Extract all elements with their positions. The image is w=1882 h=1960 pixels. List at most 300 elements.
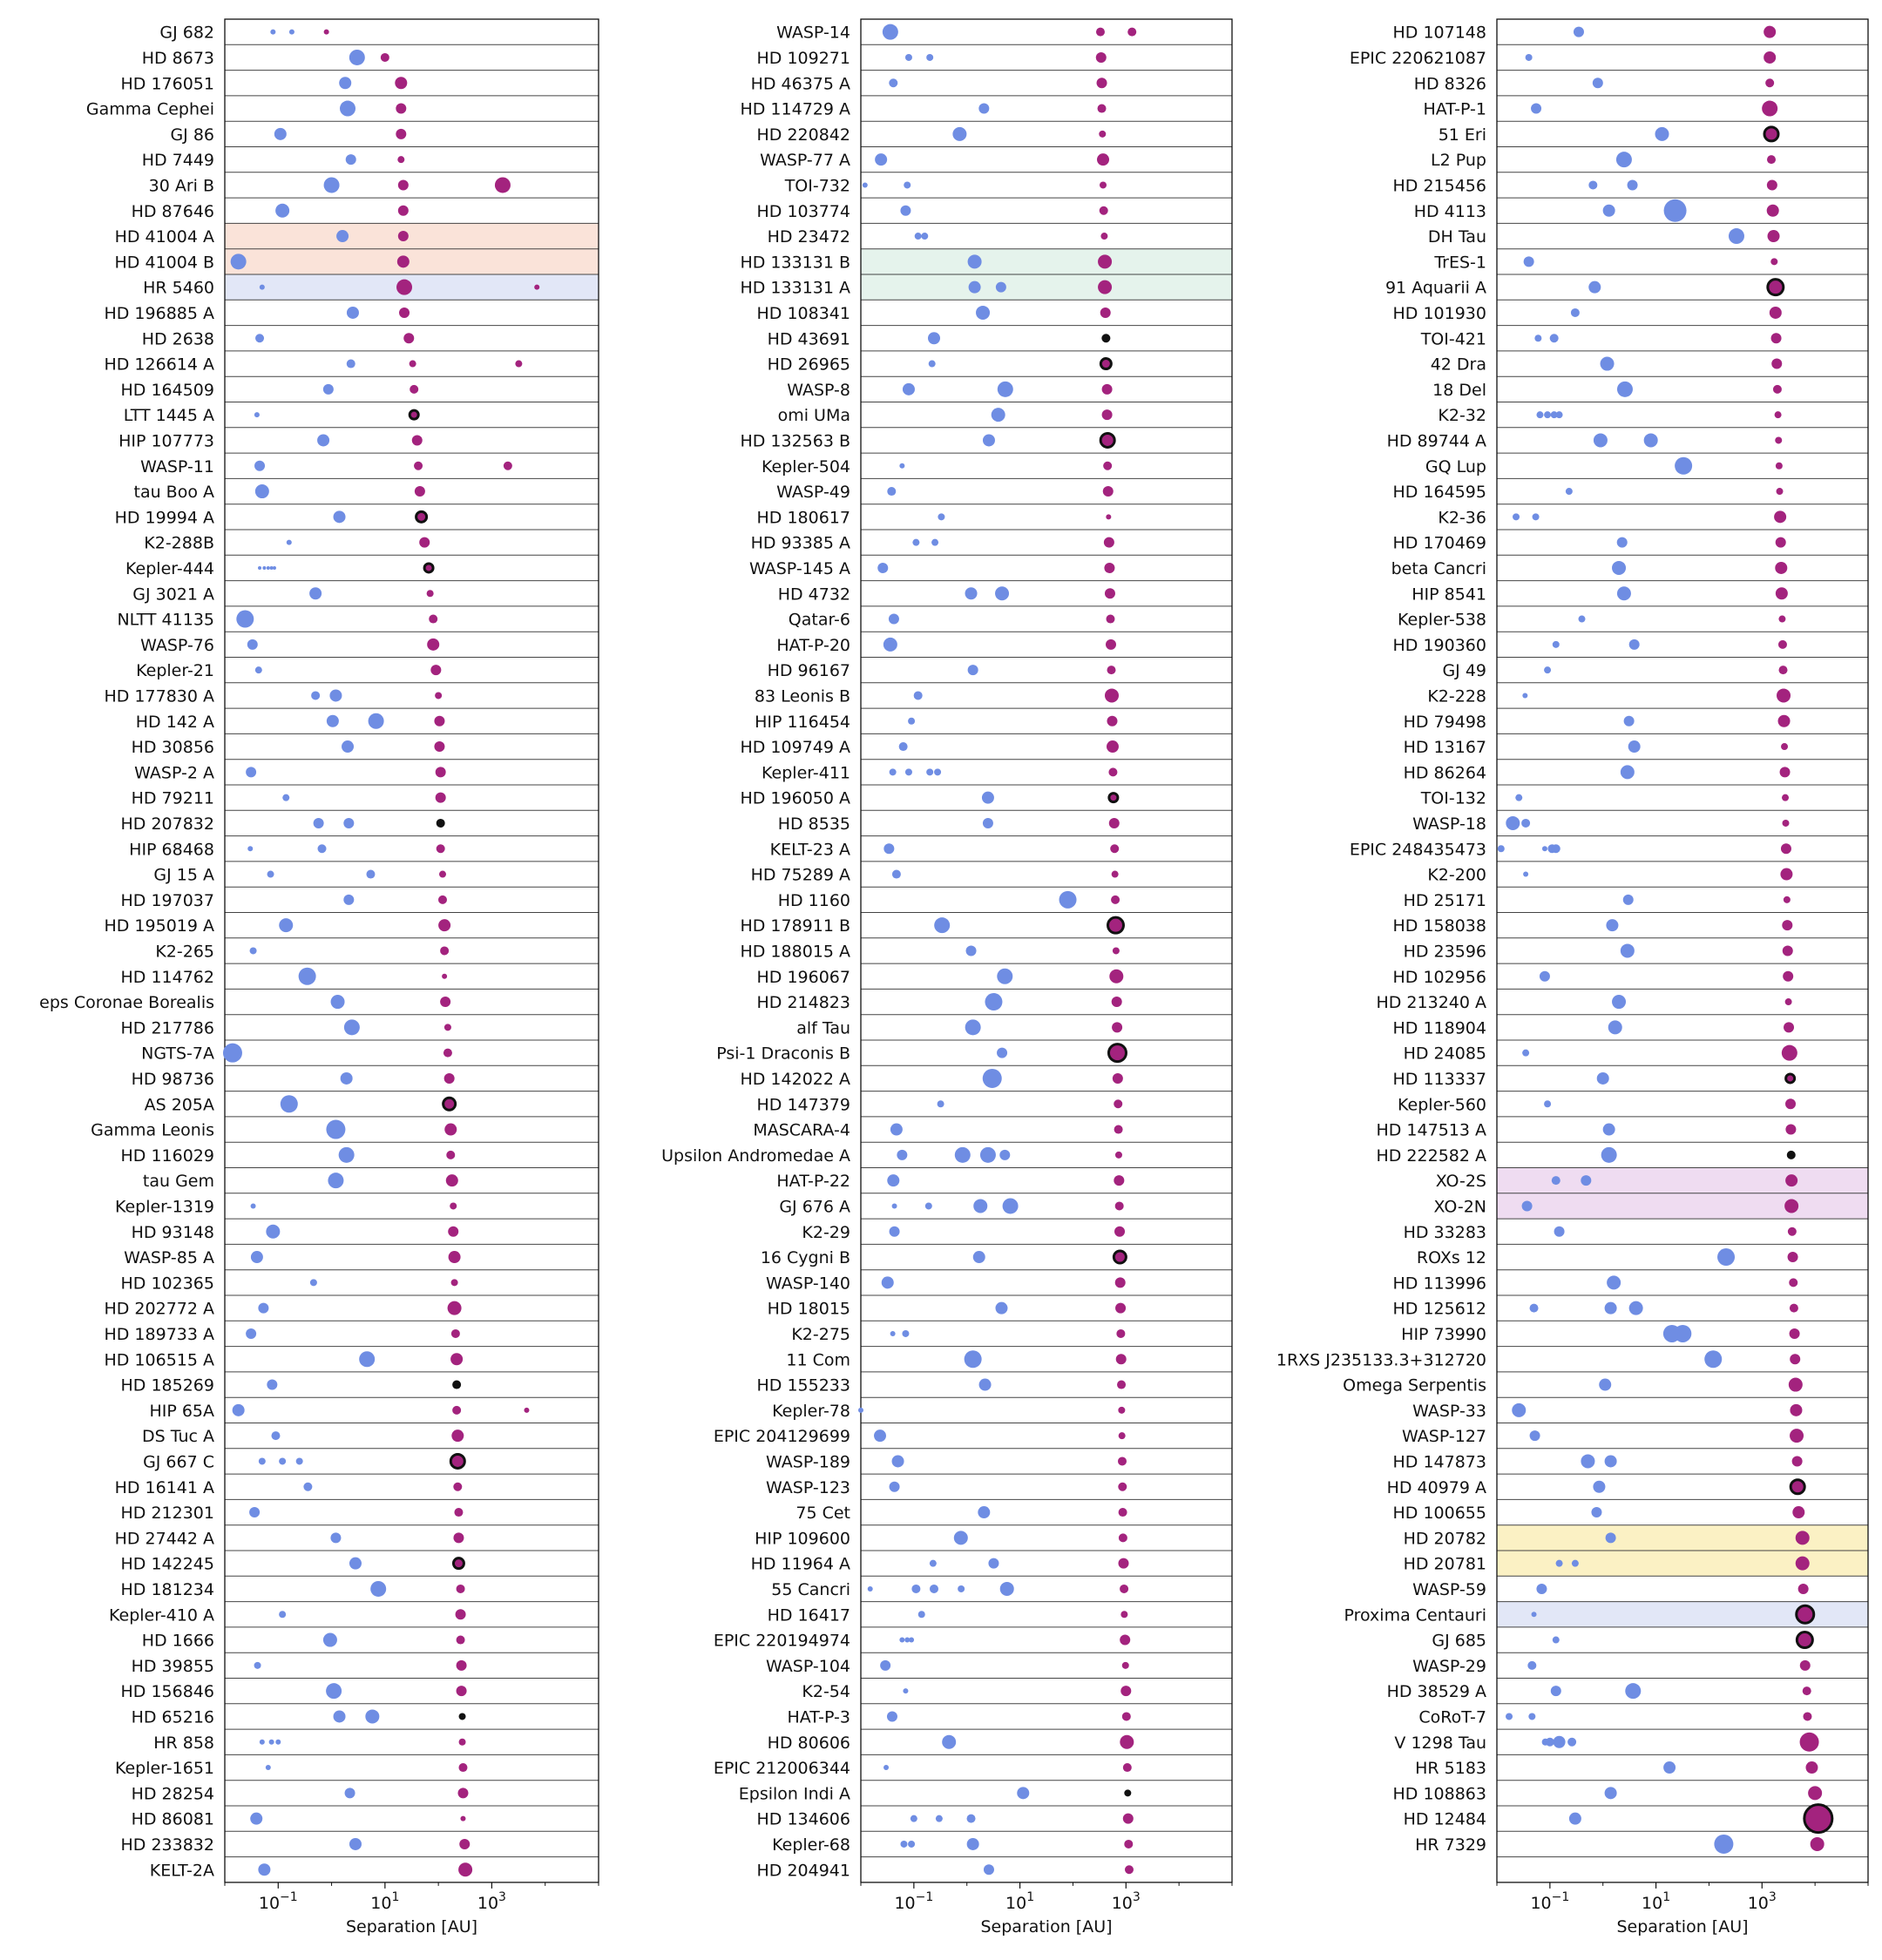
x-tick-base: 10 xyxy=(370,1893,392,1913)
system-label: KELT-2A xyxy=(149,1861,214,1881)
host-star-marker xyxy=(398,179,409,190)
system-label: HD 142022 A xyxy=(740,1069,850,1089)
planet-marker xyxy=(343,818,354,828)
host-star-marker xyxy=(459,1739,466,1746)
host-star-marker xyxy=(1124,1789,1131,1796)
host-star-marker xyxy=(495,177,511,193)
system-label: NGTS-7A xyxy=(141,1044,214,1064)
planet-marker xyxy=(890,768,897,775)
planet-marker xyxy=(328,1173,343,1188)
system-label: WASP-49 xyxy=(776,483,850,503)
system-label: HIP 109600 xyxy=(755,1529,850,1549)
system-label: TrES-1 xyxy=(1434,253,1486,273)
system-label: HD 103774 xyxy=(756,201,850,221)
planet-marker xyxy=(273,566,276,570)
x-tick-exponent: 1 xyxy=(391,1889,400,1904)
x-tick-label xyxy=(370,1890,399,1913)
host-star-marker xyxy=(412,435,423,445)
system-label: HD 41004 A xyxy=(114,227,214,247)
planet-marker xyxy=(892,1203,897,1208)
planet-marker xyxy=(1628,179,1638,190)
planet-marker xyxy=(314,818,324,828)
planet-marker xyxy=(258,566,261,570)
system-label: HD 101930 xyxy=(1392,303,1486,323)
planet-marker xyxy=(359,1351,375,1367)
host-star-marker xyxy=(1789,1278,1797,1287)
planet-marker xyxy=(259,1457,266,1464)
host-star-marker xyxy=(1120,1585,1128,1593)
host-star-marker xyxy=(1123,1763,1132,1772)
host-star-marker xyxy=(1113,1073,1123,1084)
system-label: V 1298 Tau xyxy=(1394,1733,1486,1753)
host-star-marker xyxy=(1764,127,1778,141)
system-label: L2 Pup xyxy=(1431,151,1486,171)
host-star-marker xyxy=(1776,537,1786,548)
planet-marker xyxy=(1593,1481,1605,1493)
planet-marker xyxy=(954,1531,968,1544)
host-star-marker xyxy=(1100,233,1107,240)
system-label: HD 207832 xyxy=(120,814,214,834)
planet-marker xyxy=(985,993,1002,1010)
planet-marker xyxy=(938,513,944,520)
system-label: Kepler-444 xyxy=(125,558,214,578)
planet-marker xyxy=(324,177,340,193)
planet-marker xyxy=(1624,716,1635,727)
planet-marker xyxy=(1608,1020,1622,1034)
system-label: WASP-2 A xyxy=(134,763,214,783)
host-star-marker xyxy=(1765,78,1774,87)
system-label: HD 23472 xyxy=(767,227,850,247)
host-star-marker xyxy=(1776,587,1788,599)
planet-marker xyxy=(349,50,365,65)
host-star-marker xyxy=(1788,1227,1797,1236)
host-star-marker xyxy=(1110,844,1119,853)
host-star-marker xyxy=(1770,307,1782,319)
system-label: K2-265 xyxy=(155,942,214,962)
planet-marker xyxy=(931,539,938,546)
system-label: 83 Leonis B xyxy=(754,686,850,706)
host-star-marker xyxy=(1782,794,1789,801)
planet-marker xyxy=(299,968,316,985)
system-label: HD 102956 xyxy=(1392,967,1486,987)
system-label: beta Cancri xyxy=(1391,558,1486,578)
system-label: TOI-732 xyxy=(784,176,850,196)
system-label: WASP-140 xyxy=(766,1274,850,1294)
planet-marker xyxy=(1617,537,1628,548)
planet-marker xyxy=(1530,1304,1539,1313)
host-star-marker xyxy=(1109,970,1123,983)
planet-marker xyxy=(973,1251,985,1263)
planet-marker xyxy=(317,434,329,446)
system-label: HD 158038 xyxy=(1392,916,1486,936)
planet-marker xyxy=(342,740,354,753)
host-star-marker xyxy=(1115,1152,1122,1159)
planet-marker xyxy=(929,361,936,368)
planet-marker xyxy=(938,1100,944,1107)
host-star-marker xyxy=(440,997,450,1007)
planet-marker xyxy=(909,1638,914,1643)
system-label: HD 100655 xyxy=(1392,1504,1486,1524)
highlight-band xyxy=(861,249,1232,274)
planet-marker xyxy=(1506,1713,1513,1720)
system-label: HD 75289 A xyxy=(750,865,850,885)
x-tick-exponent: 3 xyxy=(498,1889,506,1904)
planet-marker xyxy=(918,1611,925,1618)
planet-marker xyxy=(905,54,912,61)
planet-marker xyxy=(1714,1835,1733,1854)
planet-marker xyxy=(279,918,293,932)
host-star-marker xyxy=(397,255,410,267)
host-star-marker xyxy=(435,692,442,699)
host-star-marker xyxy=(1789,1378,1803,1392)
planet-marker xyxy=(370,1581,386,1597)
host-star-marker xyxy=(1804,1805,1832,1833)
system-label: WASP-189 xyxy=(766,1452,850,1472)
planet-marker xyxy=(1534,335,1541,341)
system-label: HD 188015 A xyxy=(740,942,850,962)
system-label: K2-36 xyxy=(1438,508,1486,528)
host-star-marker xyxy=(459,1713,466,1720)
planet-marker xyxy=(930,1560,937,1567)
host-star-marker xyxy=(1782,920,1792,930)
host-star-marker xyxy=(1778,640,1787,649)
planet-marker xyxy=(1599,1379,1611,1391)
host-star-marker xyxy=(1767,205,1779,217)
host-star-marker xyxy=(456,1609,466,1619)
planet-marker xyxy=(1578,616,1585,623)
planet-marker xyxy=(1526,54,1533,61)
planet-marker xyxy=(326,1120,345,1139)
system-label: HD 33283 xyxy=(1403,1222,1486,1242)
host-star-marker xyxy=(444,1024,451,1031)
planet-marker xyxy=(1581,1175,1591,1186)
planet-marker xyxy=(255,484,269,498)
x-tick-exponent: 1 xyxy=(1662,1889,1671,1904)
system-label: HD 8535 xyxy=(777,814,850,834)
host-star-marker xyxy=(1108,1044,1126,1062)
system-label: EPIC 248435473 xyxy=(1349,840,1486,860)
system-label: HD 180617 xyxy=(756,508,850,528)
system-label: WASP-77 A xyxy=(760,151,850,171)
system-label: Kepler-410 A xyxy=(109,1605,214,1625)
system-label: EPIC 204129699 xyxy=(713,1427,850,1447)
system-label: Kepler-411 xyxy=(762,763,850,783)
host-star-marker xyxy=(1798,1584,1809,1594)
system-label: HD 40979 A xyxy=(1386,1477,1486,1497)
host-star-marker xyxy=(1113,947,1120,954)
planet-marker xyxy=(1628,740,1641,753)
planet-marker xyxy=(269,1740,274,1745)
planet-marker xyxy=(988,1558,999,1569)
host-star-marker xyxy=(453,1483,462,1491)
host-star-marker xyxy=(1114,1251,1126,1263)
panel-3 xyxy=(1276,19,1868,1936)
planet-marker xyxy=(968,254,982,268)
host-star-marker xyxy=(1790,1429,1804,1443)
system-label: HD 215456 xyxy=(1392,176,1486,196)
system-label: HD 20782 xyxy=(1403,1529,1486,1549)
planet-marker xyxy=(1605,1787,1617,1799)
planet-marker xyxy=(334,510,346,523)
planet-marker xyxy=(1612,561,1626,575)
planet-marker xyxy=(889,78,897,87)
host-star-marker xyxy=(403,333,414,343)
planet-marker xyxy=(1603,205,1615,217)
host-star-marker xyxy=(1106,639,1116,650)
planet-marker xyxy=(887,1174,899,1186)
planet-marker xyxy=(875,153,887,166)
planet-marker xyxy=(1605,1302,1617,1315)
host-star-marker xyxy=(1114,1099,1122,1108)
planet-marker xyxy=(330,1532,341,1543)
planet-marker xyxy=(1612,995,1626,1009)
system-label: HD 147379 xyxy=(756,1095,850,1115)
planet-marker xyxy=(347,360,355,368)
planet-marker xyxy=(1717,1248,1735,1266)
host-star-marker xyxy=(1115,1201,1124,1210)
planet-marker xyxy=(1542,846,1547,851)
planet-marker xyxy=(271,1431,280,1440)
planet-marker xyxy=(883,843,894,854)
x-tick-base: 10 xyxy=(1005,1893,1027,1913)
system-label: HD 1666 xyxy=(141,1631,214,1651)
planet-marker xyxy=(899,1638,904,1643)
planet-marker xyxy=(251,1251,263,1263)
host-star-marker xyxy=(457,1585,465,1593)
system-label: HD 27442 A xyxy=(114,1529,214,1549)
planet-marker xyxy=(279,1457,286,1464)
system-label: Omega Serpentis xyxy=(1343,1375,1486,1396)
planet-marker xyxy=(270,30,275,35)
host-star-marker xyxy=(515,361,522,368)
planet-marker xyxy=(266,1225,280,1239)
planet-marker xyxy=(992,408,1005,422)
planet-marker xyxy=(900,206,911,216)
host-star-marker xyxy=(1780,868,1792,881)
host-star-marker xyxy=(419,537,430,548)
system-label: HD 96167 xyxy=(767,661,850,681)
planet-marker xyxy=(247,639,258,650)
planet-marker xyxy=(1512,1403,1526,1417)
planet-marker xyxy=(1536,411,1543,418)
planet-marker xyxy=(1594,433,1608,447)
planet-marker xyxy=(1521,819,1530,828)
planet-marker xyxy=(967,1838,979,1850)
host-star-marker xyxy=(504,462,512,470)
host-star-marker xyxy=(1808,1786,1822,1800)
system-label: HD 217786 xyxy=(120,1018,214,1038)
planet-marker xyxy=(311,691,320,700)
planet-marker xyxy=(942,1735,956,1749)
host-star-marker xyxy=(381,53,389,62)
planet-marker xyxy=(1528,1713,1535,1720)
planet-marker xyxy=(908,718,915,725)
host-star-marker xyxy=(1109,818,1120,828)
host-star-marker xyxy=(1796,1557,1810,1571)
host-star-marker xyxy=(1778,715,1791,727)
x-tick-label xyxy=(259,1890,298,1913)
host-star-marker xyxy=(1116,1354,1127,1364)
system-label: K2-288B xyxy=(144,533,214,553)
planet-marker xyxy=(231,253,247,269)
system-label: HD 114729 A xyxy=(740,99,850,119)
system-label: HD 89744 A xyxy=(1386,431,1486,451)
system-label: 75 Cet xyxy=(795,1504,850,1524)
system-label: K2-200 xyxy=(1427,865,1486,885)
system-label: HD 28254 xyxy=(131,1784,214,1804)
planet-marker xyxy=(883,1765,889,1770)
host-star-marker xyxy=(434,716,444,727)
planet-marker xyxy=(887,1711,897,1721)
system-label: HR 858 xyxy=(153,1733,214,1753)
host-star-marker xyxy=(454,1508,463,1517)
planet-marker xyxy=(973,1199,987,1213)
host-star-marker xyxy=(1784,1022,1794,1032)
planet-marker xyxy=(274,128,287,140)
highlight-band xyxy=(1497,1193,1868,1219)
planet-marker xyxy=(1544,666,1551,673)
host-star-marker xyxy=(450,1202,457,1209)
system-label: MASCARA-4 xyxy=(753,1120,850,1140)
planet-marker xyxy=(984,1864,994,1875)
planet-marker xyxy=(1655,127,1669,141)
host-star-marker xyxy=(1120,1635,1130,1646)
planet-marker xyxy=(260,1740,265,1745)
x-tick-label xyxy=(1005,1890,1034,1913)
planet-marker xyxy=(250,1813,262,1825)
system-label: Proxima Centauri xyxy=(1344,1605,1486,1625)
host-star-marker xyxy=(1096,52,1107,63)
host-star-marker xyxy=(453,1558,464,1569)
system-label: XO-2N xyxy=(1433,1197,1486,1217)
system-label: HD 177830 A xyxy=(104,686,214,706)
host-star-marker xyxy=(1776,463,1783,470)
planet-marker xyxy=(279,1611,286,1618)
planet-marker xyxy=(1553,1637,1560,1644)
host-star-marker xyxy=(1774,510,1786,523)
highlight-band xyxy=(225,223,599,248)
system-label: ROXs 12 xyxy=(1416,1248,1486,1268)
system-label: HD 134606 xyxy=(756,1809,850,1829)
host-star-marker xyxy=(1797,1632,1812,1648)
planet-marker xyxy=(1531,104,1541,114)
system-label: HD 38529 A xyxy=(1386,1682,1486,1702)
host-star-marker xyxy=(1122,1712,1131,1720)
planet-marker xyxy=(318,844,327,853)
x-tick-label xyxy=(1748,1890,1777,1913)
system-label: tau Boo A xyxy=(133,483,214,503)
planet-marker xyxy=(890,1331,896,1336)
system-label: 18 Del xyxy=(1432,380,1486,400)
planet-marker xyxy=(883,638,897,652)
planet-marker xyxy=(249,1507,260,1517)
x-tick-exponent: −1 xyxy=(280,1889,298,1904)
planet-marker xyxy=(1601,357,1615,371)
planet-marker xyxy=(255,334,264,342)
planet-marker xyxy=(1574,27,1584,37)
planet-marker xyxy=(346,154,356,165)
host-star-marker xyxy=(1105,588,1115,598)
system-label: HD 196050 A xyxy=(740,788,850,808)
system-label: EPIC 212006344 xyxy=(713,1759,850,1779)
planet-marker xyxy=(1569,1813,1581,1825)
host-star-marker xyxy=(1098,254,1112,268)
planet-marker xyxy=(1553,641,1560,648)
system-label: WASP-76 xyxy=(140,635,214,655)
host-star-marker xyxy=(410,385,418,394)
host-star-marker xyxy=(1785,1174,1797,1186)
x-tick-exponent: 1 xyxy=(1026,1889,1035,1904)
planet-marker xyxy=(969,281,981,294)
system-label: HD 86081 xyxy=(131,1809,214,1829)
system-label: HD 16417 xyxy=(767,1605,850,1625)
planet-marker xyxy=(1513,513,1520,520)
system-label: HD 8326 xyxy=(1413,74,1486,94)
system-label: HD 4732 xyxy=(777,585,850,605)
host-star-marker xyxy=(1114,1125,1123,1134)
system-label: HD 41004 B xyxy=(114,253,214,273)
host-star-marker xyxy=(1112,871,1119,878)
system-label: HAT-P-1 xyxy=(1423,99,1486,119)
planet-marker xyxy=(267,566,270,570)
system-label: K2-54 xyxy=(802,1682,850,1702)
planet-marker xyxy=(1059,891,1077,909)
host-star-marker xyxy=(398,231,409,241)
host-star-marker xyxy=(1783,945,1793,956)
host-star-marker xyxy=(414,462,423,470)
system-label: TOI-421 xyxy=(1420,329,1486,349)
planet-marker xyxy=(1588,180,1597,189)
host-star-marker xyxy=(439,871,446,878)
system-label: GJ 15 A xyxy=(153,865,214,885)
host-star-marker xyxy=(444,1124,457,1136)
system-label: HD 8673 xyxy=(141,48,214,68)
x-tick-base: 10 xyxy=(1747,1893,1769,1913)
host-star-marker xyxy=(1104,563,1114,573)
host-star-marker xyxy=(1115,1277,1126,1288)
planet-marker xyxy=(1571,308,1580,317)
host-star-marker xyxy=(1792,1506,1804,1518)
system-label: HD 116029 xyxy=(120,1146,214,1166)
panel-1 xyxy=(39,19,599,1936)
host-star-marker xyxy=(396,129,406,139)
system-label: HD 214823 xyxy=(756,993,850,1013)
system-label: K2-32 xyxy=(1438,406,1486,426)
system-label: HD 39855 xyxy=(131,1656,214,1676)
planet-marker xyxy=(1616,152,1632,167)
system-label: HD 43691 xyxy=(767,329,850,349)
planet-marker xyxy=(1617,586,1631,600)
planet-marker xyxy=(887,487,896,496)
system-label: HIP 8541 xyxy=(1412,585,1486,605)
planet-marker xyxy=(365,1709,379,1723)
system-label: HD 202772 A xyxy=(104,1299,214,1319)
planet-marker xyxy=(1629,639,1640,650)
planet-marker xyxy=(978,104,989,114)
planet-marker xyxy=(1593,78,1603,88)
system-label: HD 155233 xyxy=(756,1375,850,1396)
system-label: LTT 1445 A xyxy=(123,406,214,426)
system-label: HD 185269 xyxy=(120,1375,214,1396)
system-label: HD 107148 xyxy=(1392,23,1486,43)
planet-marker xyxy=(1621,943,1635,957)
system-label: HD 93385 A xyxy=(750,533,850,553)
host-star-marker xyxy=(1104,537,1114,548)
host-star-marker xyxy=(1777,688,1791,702)
planet-marker xyxy=(287,540,292,545)
host-star-marker xyxy=(452,1406,461,1415)
system-label: omi UMa xyxy=(777,406,850,426)
